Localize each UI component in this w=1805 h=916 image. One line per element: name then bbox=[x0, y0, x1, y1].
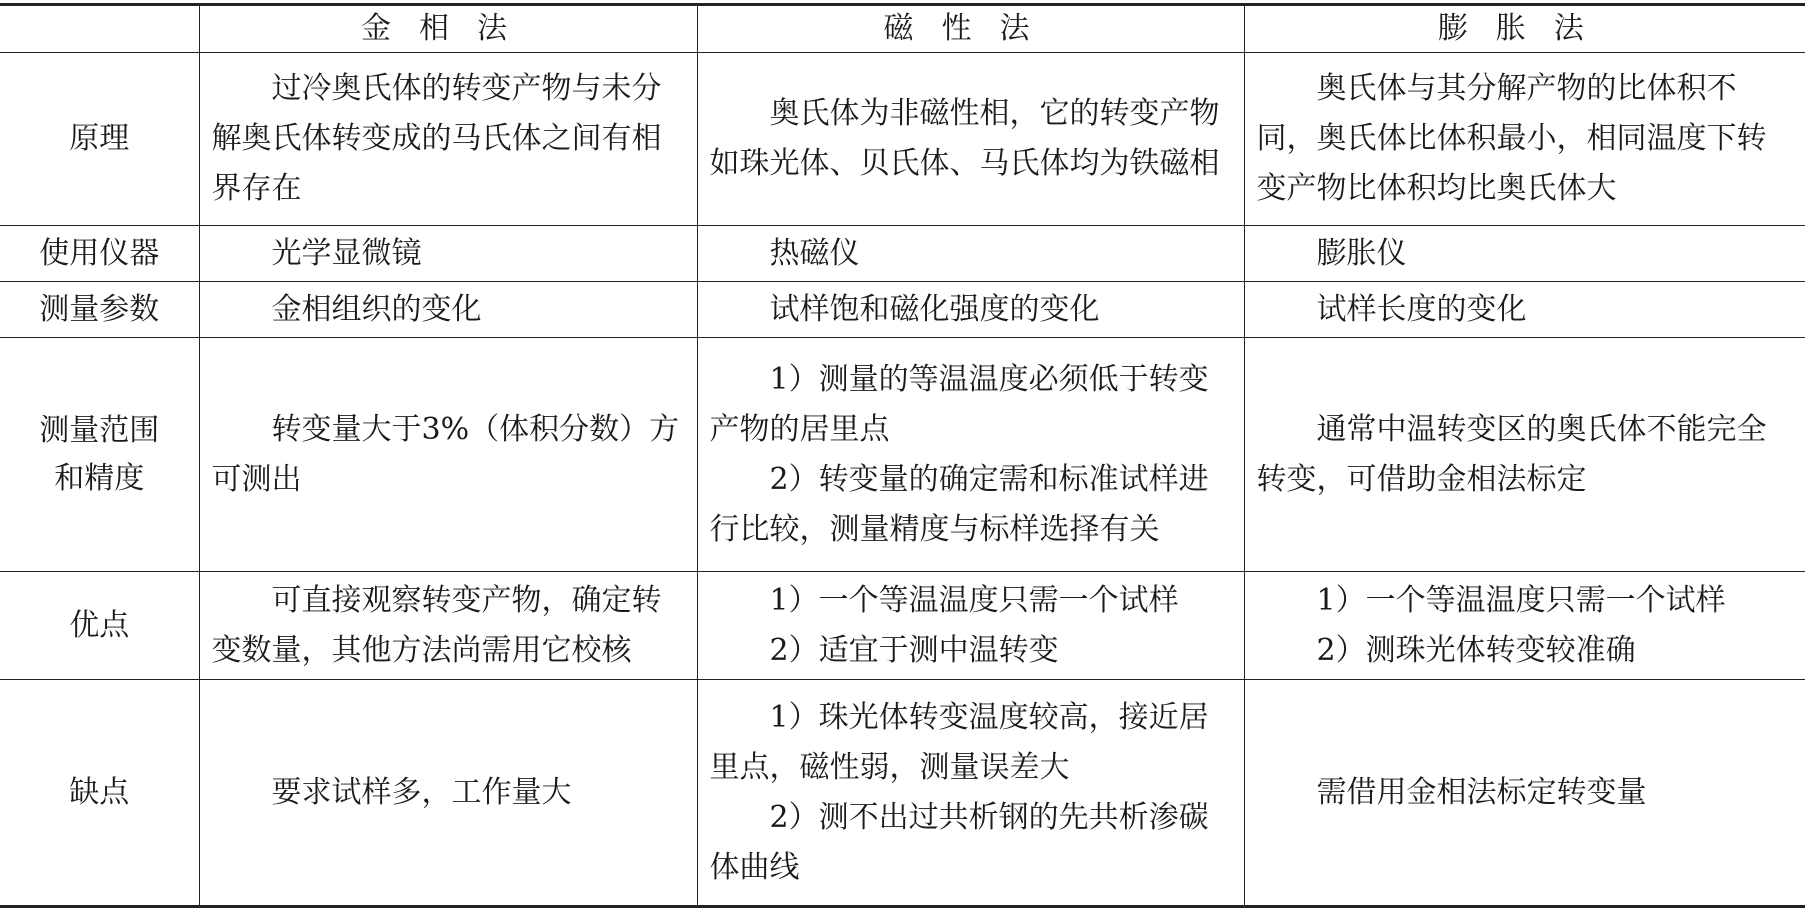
table-row-range-precision bbox=[0, 338, 1805, 572]
cell-text: 要求试样多，工作量大 bbox=[271, 774, 572, 810]
cell-text: 通常中温转变区的奥氏体不能完全转变，可借助金相法标定 bbox=[1256, 411, 1767, 497]
cell-text: 转变量大于3%（体积分数）方可测出 bbox=[211, 411, 680, 497]
cell-advantages-magnetic bbox=[697, 572, 1244, 680]
cell-text: 2）测珠光体转变较准确 bbox=[1316, 632, 1636, 668]
row-label-text: 测量范围 bbox=[39, 412, 160, 448]
row-label-parameter bbox=[0, 282, 199, 338]
cell-text: 奥氏体为非磁性相，它的转变产物如珠光体、贝氏体、马氏体均为铁磁相 bbox=[709, 96, 1220, 181]
method-comparison-table bbox=[0, 3, 1805, 908]
cell-text: 膨胀仪 bbox=[1316, 235, 1407, 271]
cell-principle-metallographic bbox=[199, 53, 697, 226]
table-row-principle bbox=[0, 53, 1805, 226]
cell-advantages-metallographic bbox=[199, 572, 697, 680]
cell-range-dilatometric bbox=[1244, 338, 1805, 572]
cell-text: 光学显微镜 bbox=[271, 235, 422, 271]
cell-disadvantages-metallographic bbox=[199, 680, 697, 907]
cell-text: 热磁仪 bbox=[769, 235, 860, 271]
table-row-instrument bbox=[0, 226, 1805, 282]
cell-text: 可直接观察转变产物，确定转变数量，其他方法尚需用它校核 bbox=[211, 582, 662, 668]
cell-text: 2）转变量的确定需和标准试样进行比较，测量精度与标样选择有关 bbox=[709, 461, 1209, 547]
row-label-disadvantages bbox=[0, 680, 199, 907]
cell-text: 需借用金相法标定转变量 bbox=[1316, 774, 1647, 810]
table-row-parameter bbox=[0, 282, 1805, 338]
row-label-text: 和精度 bbox=[54, 460, 145, 496]
cell-instrument-dilatometric bbox=[1244, 226, 1805, 282]
row-label-range-precision bbox=[0, 338, 199, 572]
header-dilatometric-method: 膨胀法 bbox=[1244, 5, 1805, 53]
table-header-row bbox=[0, 5, 1805, 53]
header-metallographic-method: 金相法 bbox=[199, 5, 697, 53]
header-corner-cell bbox=[0, 5, 199, 53]
cell-text: 1）一个等温温度只需一个试样 bbox=[1316, 582, 1726, 618]
cell-text: 奥氏体与其分解产物的比体积不同，奥氏体比体积最小，相同温度下转变产物比体积均比奥氏体大 bbox=[1256, 71, 1767, 206]
cell-text: 1）一个等温温度只需一个试样 bbox=[769, 582, 1179, 618]
cell-text: 1）测量的等温温度必须低于转变产物的居里点 bbox=[709, 361, 1209, 447]
cell-disadvantages-magnetic bbox=[697, 680, 1244, 907]
row-label-instrument bbox=[0, 226, 199, 282]
cell-principle-dilatometric bbox=[1244, 53, 1805, 226]
cell-text: 金相组织的变化 bbox=[271, 291, 482, 327]
row-label-text: 使用仪器 bbox=[39, 235, 160, 271]
row-label-principle bbox=[0, 53, 199, 226]
table-row-advantages bbox=[0, 572, 1805, 680]
cell-range-magnetic bbox=[697, 338, 1244, 572]
cell-advantages-dilatometric bbox=[1244, 572, 1805, 680]
cell-text: 过冷奥氏体的转变产物与未分解奥氏体转变成的马氏体之间有相界存在 bbox=[211, 71, 662, 206]
cell-text: 试样饱和磁化强度的变化 bbox=[769, 291, 1100, 327]
row-label-text: 缺点 bbox=[69, 774, 130, 810]
cell-parameter-dilatometric bbox=[1244, 282, 1805, 338]
cell-parameter-magnetic bbox=[697, 282, 1244, 338]
table-row-disadvantages bbox=[0, 680, 1805, 907]
row-label-advantages bbox=[0, 572, 199, 680]
cell-text: 2）测不出过共析钢的先共析渗碳体曲线 bbox=[709, 799, 1209, 885]
cell-instrument-metallographic bbox=[199, 226, 697, 282]
cell-text: 2）适宜于测中温转变 bbox=[769, 632, 1059, 668]
cell-range-metallographic bbox=[199, 338, 697, 572]
cell-text: 试样长度的变化 bbox=[1316, 291, 1527, 327]
cell-disadvantages-dilatometric bbox=[1244, 680, 1805, 907]
cell-principle-magnetic bbox=[697, 53, 1244, 226]
header-magnetic-method: 磁性法 bbox=[697, 5, 1244, 53]
comparison-table-wrapper bbox=[0, 3, 1805, 908]
row-label-text: 测量参数 bbox=[39, 291, 160, 327]
cell-parameter-metallographic bbox=[199, 282, 697, 338]
cell-text: 1）珠光体转变温度较高，接近居里点，磁性弱，测量误差大 bbox=[709, 699, 1209, 785]
cell-instrument-magnetic bbox=[697, 226, 1244, 282]
row-label-text: 优点 bbox=[69, 607, 130, 643]
row-label-text: 原理 bbox=[69, 121, 130, 156]
